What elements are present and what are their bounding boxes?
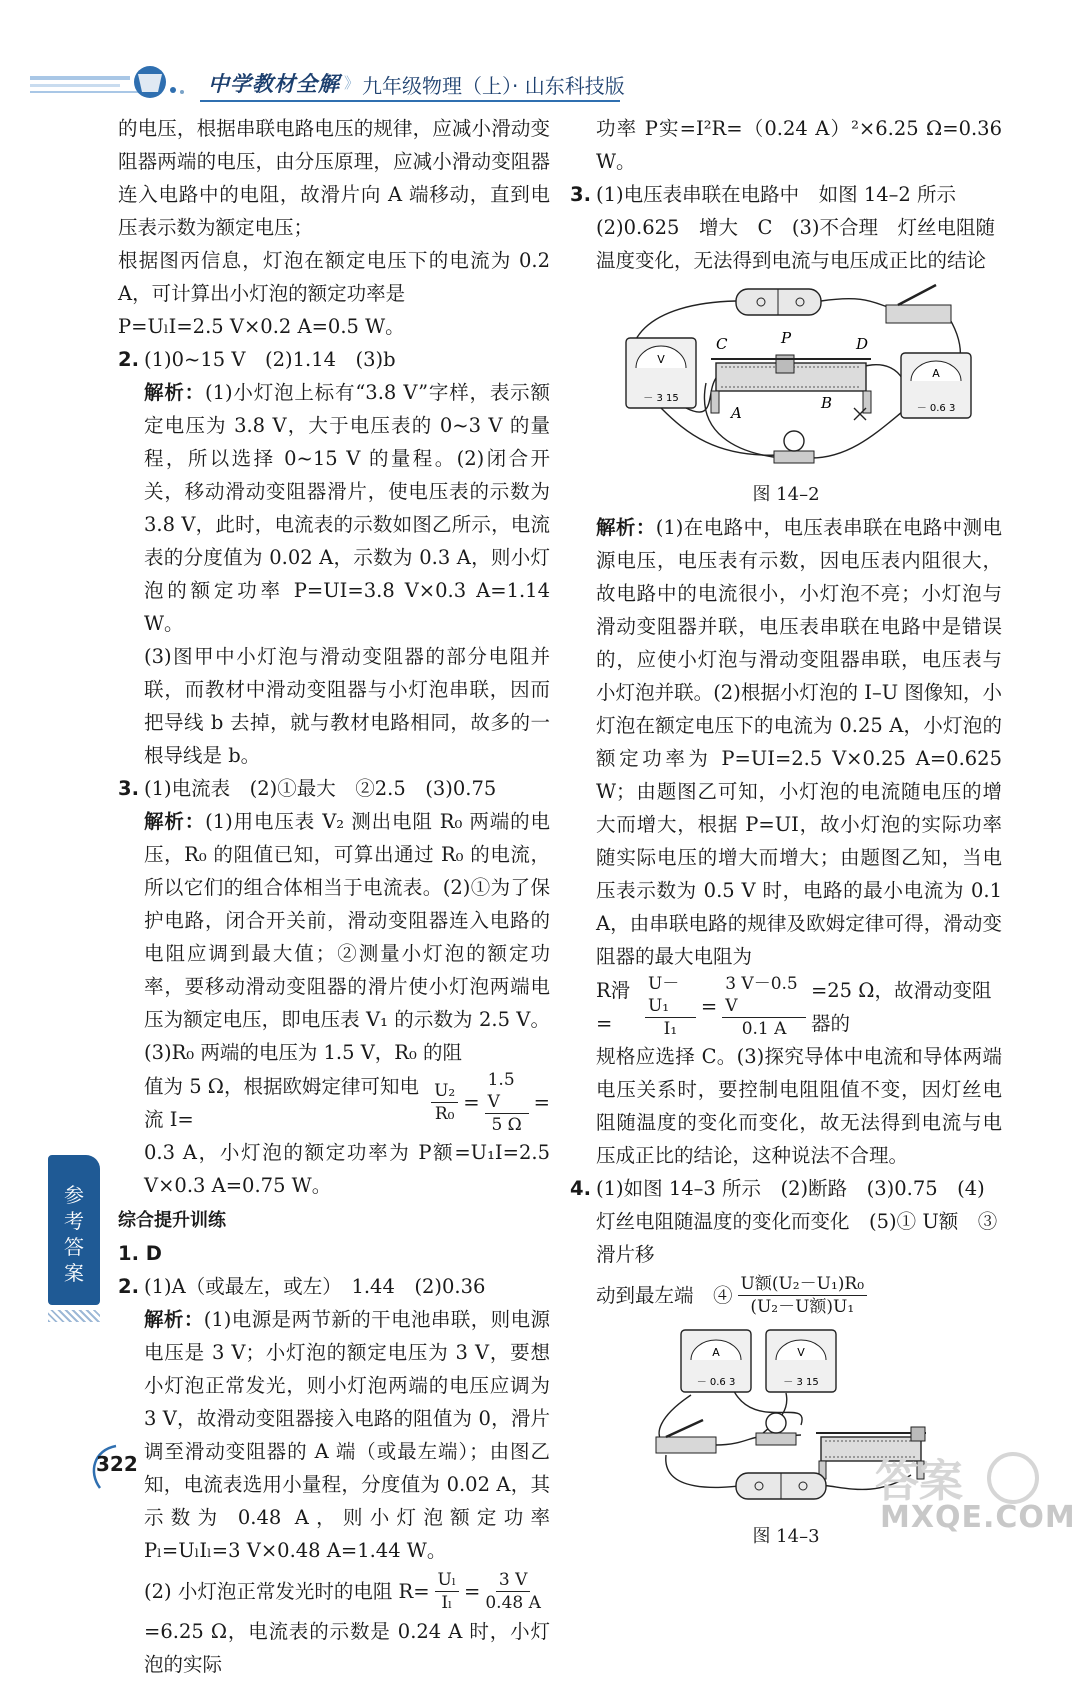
- fraction: [645, 973, 696, 1040]
- circuit-diagram-14-2: [586, 283, 986, 478]
- left-column: [118, 112, 550, 1681]
- header-separator: 》: [344, 74, 360, 92]
- side-tab-label: 参考答案: [64, 1183, 84, 1285]
- right-column: [570, 112, 1002, 1553]
- svg-text:－ 3 15: － 3 15: [783, 1377, 819, 1388]
- voltmeter-icon: [766, 1330, 836, 1392]
- numerator: U额(U₂－U₁)R₀: [738, 1273, 868, 1296]
- bulb-icon: [774, 431, 814, 463]
- answer-text: (1)A（或最左，或左） 1.44 (2)0.36: [144, 1275, 486, 1298]
- book-title: 中学教材全解: [208, 72, 340, 96]
- analysis-3r-tail: 规格应选择 C。(3)探究导体中电流和导体两端电压关系时，要控制电阻阻值不变，因灯丝电阻随温度的变化而变化，故无法得到电流与电压成正比的结论，这种说法不合理。: [596, 1045, 1002, 1167]
- item-number: 4.: [570, 1177, 591, 1200]
- book-subtitle: 九年级物理（上）· 山东科技版: [362, 74, 625, 98]
- formula-prefix: R滑=: [596, 978, 631, 1035]
- analysis-text: (1)在电路中，电压表串联在电路中测电源电压，电压表有示数，因电压表内阻很大，故电路中的电流很小，小灯泡不亮；小灯泡与滑动变阻器并联，电压表串联在电路中是错误的，应使小灯泡与滑动变阻器串联，电压表与小灯泡并联。(2)根据小灯泡的 I–U 图像知，小灯泡在额定电压下的电流为 0.25 A，小灯泡的额定功率为 P=UI=2.5 V×0.25 A=0.625 W；由题图乙可知，小灯泡的电流随电压的增大而增大，根据 P=UI，故小灯泡的实际功率随实际电压的增大而增大；由题图乙知，当电压表示数为 0.5 V 时，电路的最小电流为 0.1 A，由串联电路的规律及欧姆定律可得，滑动变阻器的最大电阻为: [596, 516, 1002, 968]
- answer-item-2: [118, 343, 550, 376]
- right-para-1: 功率 P实=I²R=（0.24 A）²×6.25 Ω=0.36 W。: [596, 117, 1002, 173]
- formula-prefix: 动到最左端 ④: [596, 1283, 733, 1307]
- item-number: 2.: [118, 1275, 139, 1298]
- formula-rheostat: [570, 973, 1002, 1040]
- denominator: 0.1 A: [741, 1019, 787, 1039]
- battery-icon: [736, 289, 821, 315]
- denominator: (U₂－U额)U₁: [750, 1296, 855, 1317]
- svg-text:V: V: [657, 353, 665, 366]
- label-d: D: [856, 335, 869, 353]
- analysis-label: 解析：: [596, 516, 656, 539]
- answer-text: (1)如图 14–3 所示 (2)断路 (3)0.75 (4)灯丝电阻随温度的变化而变化 (5)① U额 ③滑片移: [596, 1177, 998, 1266]
- cross-mark-icon: [854, 408, 866, 420]
- switch-icon: [886, 285, 951, 323]
- equals-sign: =: [463, 1091, 480, 1114]
- formula-resistance: [118, 1567, 550, 1615]
- ammeter-icon: [681, 1330, 751, 1392]
- comp-answer-2: [118, 1270, 550, 1303]
- fraction: [722, 973, 806, 1040]
- fraction: [431, 1080, 458, 1125]
- voltmeter-icon: [626, 338, 696, 408]
- equals-sign: =: [464, 1579, 481, 1603]
- analysis-3: [118, 805, 550, 1069]
- item-number: 3.: [118, 777, 139, 800]
- book-logo-icon: [30, 62, 205, 102]
- answer-item-4: [570, 1172, 1002, 1271]
- formula-prefix: (2) 小灯泡正常发光时的电阻 R=: [144, 1579, 430, 1603]
- equals-sign: =: [700, 995, 718, 1018]
- svg-text:－ 0.6 3: － 0.6 3: [696, 1377, 736, 1388]
- header-rule: [200, 100, 620, 102]
- numerator: Uₗ: [435, 1569, 459, 1592]
- fraction: [435, 1569, 459, 1614]
- svg-text:－ 3 15: － 3 15: [643, 393, 679, 404]
- analysis-2b: (3)图甲中小灯泡与滑动变阻器的部分电阻并联，而教材中滑动变阻器与小灯泡串联，因而把导线 b 去掉，就与教材电路相同，故多的一根导线是 b。: [144, 645, 550, 767]
- numerator: 3 V－0.5 V: [722, 973, 806, 1018]
- analysis-text: (1)小灯泡上标有“3.8 V”字样，表示额定电压为 3.8 V，大于电压表的 0~3 V 的量程，所以选择 0~15 V 的量程。(2)闭合开关，移动滑动变阻器滑片，使电压表的示数为 3.8 V，此时，电流表的示数如图乙所示，电流表的分度值为 0.02 A，示数为 0.3 A，则小灯泡的额定功率 P=UI=3.8 V×0.3 A=1.14 W。: [144, 381, 550, 635]
- switch-icon: [656, 1420, 716, 1453]
- answer-text: (1)电压表串联在电路中 如图 14–2 所示 (2)0.625 增大 C (3)不合理 灯丝电阻随温度变化，无法得到电流与电压成正比的结论: [596, 183, 995, 272]
- comp-answer-1: 1. D: [118, 1242, 162, 1265]
- section-title: 综合提升训练: [118, 1210, 226, 1231]
- numerator: 3 V: [496, 1569, 531, 1592]
- denominator: I₁: [663, 1019, 678, 1039]
- comp-analysis-2: [118, 1303, 550, 1567]
- label-a: A: [731, 404, 742, 422]
- page-header: [0, 0, 1045, 112]
- formula-ohm: [118, 1069, 550, 1136]
- formula-prefix: 值为 5 Ω，根据欧姆定律可知电流 I=: [144, 1074, 419, 1131]
- analysis-2: [118, 376, 550, 640]
- denominator: 5 Ω: [491, 1115, 522, 1135]
- formula-suffix: =25 Ω，故滑动变阻器的: [810, 978, 992, 1035]
- denominator: Iₗ: [441, 1592, 453, 1613]
- answer-item-3: [118, 772, 550, 805]
- denominator: R₀: [434, 1104, 455, 1124]
- page-number: 322: [96, 1452, 138, 1476]
- left-para-2: 根据图丙信息，灯泡在额定电压下的电流为 0.2 A，可计算出小灯泡的额定功率是: [118, 249, 550, 305]
- svg-text:答案: 答案: [875, 1456, 963, 1507]
- left-para-1: 的电压，根据串联电路电压的规律，应减小滑动变阻器两端的电压，由分压原理，应减小滑动变阻器连入电路中的电阻，故滑片向 A 端移动，直到电压表示数为额定电压；: [118, 117, 550, 239]
- item-number: 3.: [570, 183, 591, 206]
- ammeter-icon: [901, 353, 971, 418]
- fraction: [485, 1069, 529, 1136]
- figure-caption: 图 14–2: [752, 484, 820, 505]
- battery-icon: [736, 1473, 826, 1499]
- svg-text:A: A: [712, 1346, 720, 1359]
- analysis-label: 解析：: [144, 810, 206, 833]
- analysis-text: (1)用电压表 V₂ 测出电阻 R₀ 两端的电压，R₀ 的阻值已知，可算出通过 R₀ 的电流，所以它们的组合体相当于电流表。(2)①为了保护电路，闭合开关前，滑动变阻器连入电路的电阻应调到最大值；②测量小灯泡的额定功率，要移动滑动变阻器的滑片使小灯泡两端电压为额定电压，即电压表 V₁ 的示数为 2.5 V。(3)R₀ 两端的电压为 1.5 V，R₀ 的阻: [144, 810, 550, 1064]
- answer-item-3r: [570, 178, 1002, 277]
- analysis-3r: [570, 511, 1002, 973]
- numerator: 1.5 V: [485, 1069, 529, 1114]
- svg-text:－ 0.6 3: － 0.6 3: [916, 403, 956, 414]
- equals-sign: =: [533, 1091, 550, 1114]
- answer-text: (1)0~15 V (2)1.14 (3)b: [144, 348, 396, 371]
- figure-caption: 图 14–3: [752, 1526, 820, 1547]
- left-formula-1: P=UₗI=2.5 V×0.2 A=0.5 W。: [118, 315, 405, 338]
- denominator: 0.48 A: [485, 1592, 541, 1613]
- watermark-url: MXQE.COM: [880, 1500, 1076, 1535]
- numerator: U－U₁: [645, 973, 696, 1018]
- fraction: [485, 1569, 541, 1614]
- label-p: P: [781, 329, 792, 347]
- comp-analysis-2-tail: =6.25 Ω，电流表的示数是 0.24 A 时，小灯泡的实际: [144, 1620, 550, 1676]
- item-number: 2.: [118, 348, 139, 371]
- fraction: [738, 1273, 868, 1318]
- label-c: C: [716, 335, 728, 353]
- numerator: U₂: [431, 1080, 458, 1103]
- side-hatch: [48, 1310, 100, 1322]
- analysis-label: 解析：: [144, 1308, 204, 1331]
- svg-text:A: A: [932, 367, 940, 380]
- analysis-text: (1)电源是两节新的干电池串联，则电源电压是 3 V；小灯泡的额定电压为 3 V，要想小灯泡正常发光，则小灯泡两端的电压应调为 3 V，故滑动变阻器接入电路的阻值为 0，滑片调至滑动变阻器的 A 端（或最左端）；由图乙知，电流表选用小量程，分度值为 0.02 A，其示数为 0.48 A，则小灯泡额定功率 Pₗ=UₗIₗ=3 V×0.48 A=1.44 W。: [144, 1308, 550, 1562]
- label-b: B: [821, 394, 833, 412]
- bulb-icon: [756, 1413, 796, 1445]
- analysis-3-tail: 0.3 A，小灯泡的额定功率为 P额=U₁I=2.5 V×0.3 A=0.75 W。: [144, 1141, 550, 1197]
- analysis-label: 解析：: [144, 381, 205, 404]
- svg-text:V: V: [797, 1346, 805, 1359]
- answer-text: (1)电流表 (2)①最大 ②2.5 (3)0.75: [144, 777, 497, 800]
- formula-power: [570, 1271, 1002, 1319]
